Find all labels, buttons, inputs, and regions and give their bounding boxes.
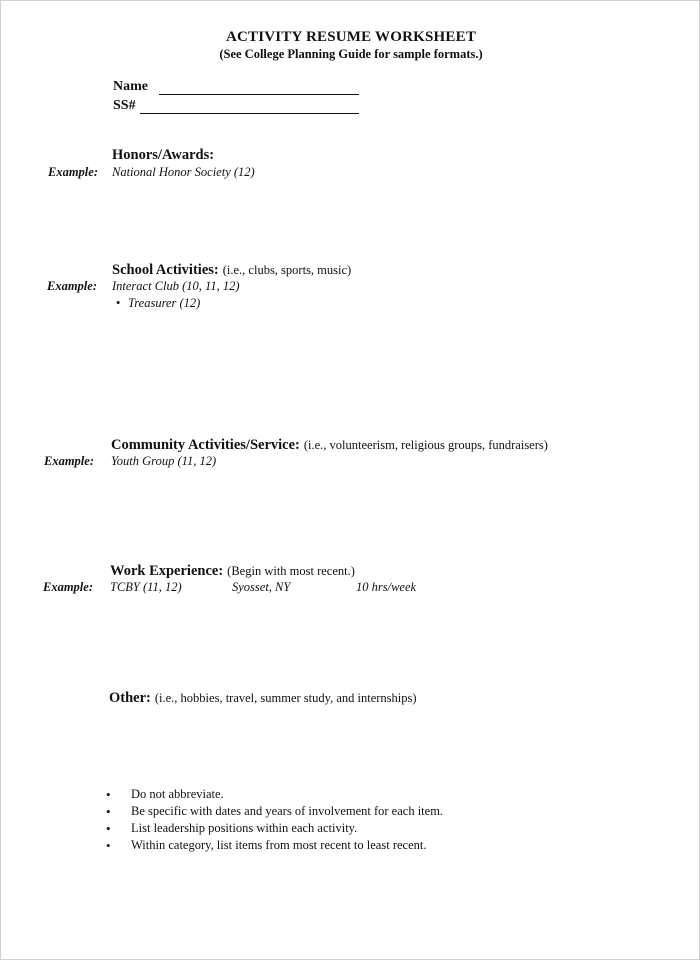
school-heading: School Activities:: [112, 262, 219, 278]
other-description: (i.e., hobbies, travel, summer study, and internships): [154, 691, 417, 705]
school-heading-line: [112, 261, 351, 279]
work-example-location: Syosset, NY: [232, 580, 291, 594]
other-heading-line: [109, 689, 417, 707]
tip-item: • Do not abbreviate.: [106, 786, 443, 803]
tip-item: • Within category, list items from most recent to least recent.: [106, 837, 443, 854]
school-example: Interact Club (10, 11, 12): [112, 279, 240, 293]
name-label: Name: [113, 79, 148, 94]
page-title: ACTIVITY RESUME WORKSHEET: [225, 29, 477, 45]
community-example: Youth Group (11, 12): [111, 454, 217, 468]
honors-heading: Honors/Awards:: [112, 147, 215, 163]
community-example-label: Example:: [44, 454, 94, 468]
work-example-job: TCBY (11, 12): [110, 580, 182, 594]
tip-item: • Be specific with dates and years of involvement for each item.: [106, 803, 443, 820]
community-description: (i.e., volunteerism, religious groups, fundraisers): [303, 438, 548, 452]
other-heading: Other:: [109, 690, 151, 706]
work-heading: Work Experience:: [110, 563, 224, 579]
work-example-label: Example:: [43, 580, 93, 594]
ss-label: SS#: [113, 98, 136, 113]
school-description: (i.e., clubs, sports, music): [222, 263, 352, 277]
school-example-label: Example:: [47, 279, 97, 293]
tip-item: • List leadership positions within each activity.: [106, 820, 443, 837]
ss-field[interactable]: [140, 113, 359, 114]
page-subtitle: (See College Planning Guide for sample formats.): [219, 47, 483, 61]
community-heading: Community Activities/Service:: [111, 437, 300, 453]
community-heading-line: [111, 436, 548, 454]
name-field[interactable]: [159, 94, 359, 95]
work-example-hours: 10 hrs/week: [356, 580, 417, 594]
work-heading-line: [110, 562, 355, 580]
school-sub-bullet: •: [116, 296, 121, 310]
honors-example: National Honor Society (12): [112, 165, 255, 179]
work-description: (Begin with most recent.): [227, 564, 355, 578]
tips-list: [106, 786, 443, 854]
honors-example-label: Example:: [48, 165, 98, 179]
school-sub-item: Treasurer (12): [128, 296, 201, 310]
